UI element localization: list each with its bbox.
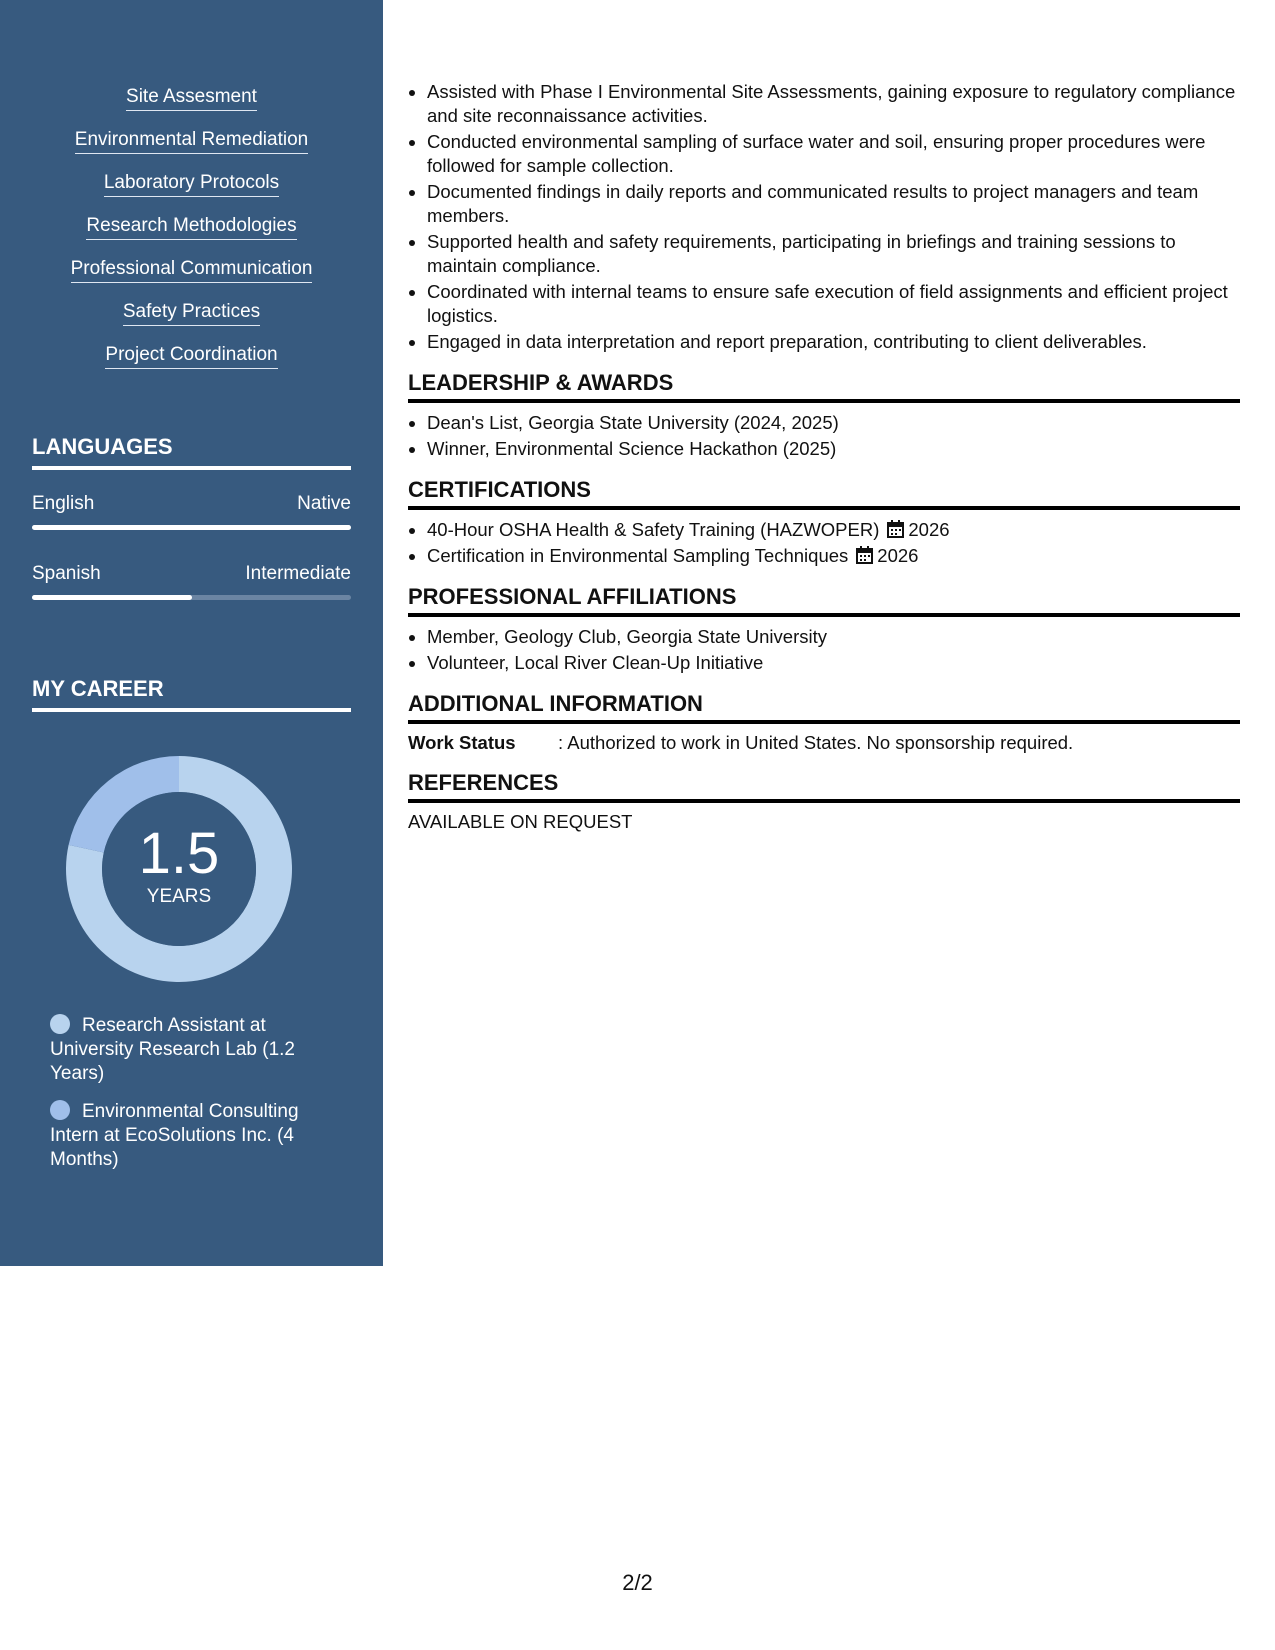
skills-list (0, 86, 383, 387)
donut-center (66, 756, 292, 982)
work-status-row (408, 732, 1240, 754)
certification-name: Certification in Environmental Sampling Techniques (427, 545, 849, 566)
list-item: • Documented findings in daily reports and communicated results to project managers and team members. (427, 180, 1240, 228)
list-item: • Conducted environmental sampling of surface water and soil, ensuring proper procedures were followed for sample collection. (427, 130, 1240, 178)
skill-item[interactable]: Project Coordination (105, 344, 277, 369)
skill-item[interactable]: Environmental Remediation (75, 129, 308, 154)
career-heading: MY CAREER (32, 676, 351, 712)
skill-item[interactable]: Research Methodologies (86, 215, 296, 240)
list-item: • Assisted with Phase I Environmental Site Assessments, gaining exposure to regulatory compliance and site reconnaissance activities. (427, 80, 1240, 128)
leadership-heading: LEADERSHIP & AWARDS (408, 370, 1240, 403)
list-item: • Winner, Environmental Science Hackathon (2025) (427, 437, 1240, 461)
language-level: Native (297, 493, 351, 514)
list-item (427, 518, 1240, 542)
career-donut-chart (66, 756, 292, 982)
language-bar (32, 525, 351, 530)
career-item (50, 1014, 300, 1086)
language-name: Spanish (32, 563, 101, 584)
language-bar-fill (32, 525, 351, 530)
legend-dot-icon (50, 1014, 70, 1034)
career-years-label: YEARS (146, 886, 212, 907)
legend-dot-icon (50, 1100, 70, 1120)
leadership-list (408, 411, 1240, 461)
certification-year: 2026 (908, 519, 950, 540)
skill-item[interactable]: Site Assesment (126, 86, 257, 111)
sidebar (0, 0, 383, 1266)
language-spanish (32, 563, 351, 600)
references-text: AVAILABLE ON REQUEST (408, 811, 633, 832)
list-item: • Engaged in data interpretation and report preparation, contributing to client deliverables. (427, 330, 1240, 354)
certifications-heading: CERTIFICATIONS (408, 477, 1240, 510)
list-item: • Supported health and safety requirements, participating in briefings and training sessions to maintain compliance. (427, 230, 1240, 278)
language-bar-fill (32, 595, 192, 600)
career-item-text: Research Assistant at University Research Lab (1.2 Years) (50, 1015, 295, 1084)
list-item: • Dean's List, Georgia State University (2024, 2025) (427, 411, 1240, 435)
career-item-text: Environmental Consulting Intern at EcoSolutions Inc. (4 Months) (50, 1101, 299, 1170)
list-item: • Member, Geology Club, Georgia State University (427, 625, 1240, 649)
main-content (408, 80, 1240, 833)
career-item (50, 1100, 300, 1172)
certifications-list (408, 518, 1240, 568)
list-item: • Volunteer, Local River Clean-Up Initiative (427, 651, 1240, 675)
affiliations-heading: PROFESSIONAL AFFILIATIONS (408, 584, 1240, 617)
language-bar (32, 595, 351, 600)
calendar-icon (887, 520, 904, 538)
skill-item[interactable]: Laboratory Protocols (104, 172, 279, 197)
list-item (427, 544, 1240, 568)
page-number: 2/2 (622, 1570, 653, 1595)
work-status-value: : Authorized to work in United States. No sponsorship required. (558, 732, 1074, 753)
work-status-label: Work Status (408, 732, 516, 753)
language-name: English (32, 493, 95, 514)
language-english (32, 493, 351, 530)
affiliations-list (408, 625, 1240, 675)
references-heading: REFERENCES (408, 770, 1240, 803)
list-item: • Coordinated with internal teams to ensure safe execution of field assignments and efficient project logistics. (427, 280, 1240, 328)
skill-item[interactable]: Safety Practices (123, 301, 260, 326)
calendar-icon (856, 546, 873, 564)
certification-year: 2026 (877, 545, 919, 566)
additional-info-heading: ADDITIONAL INFORMATION (408, 691, 1240, 724)
experience-bullets (408, 80, 1240, 354)
languages-heading: LANGUAGES (32, 434, 351, 470)
career-years-value: 1.5 (138, 821, 220, 886)
certification-name: 40-Hour OSHA Health & Safety Training (HAZWOPER) (427, 519, 880, 540)
language-level: Intermediate (245, 563, 351, 584)
skill-item[interactable]: Professional Communication (71, 258, 313, 283)
